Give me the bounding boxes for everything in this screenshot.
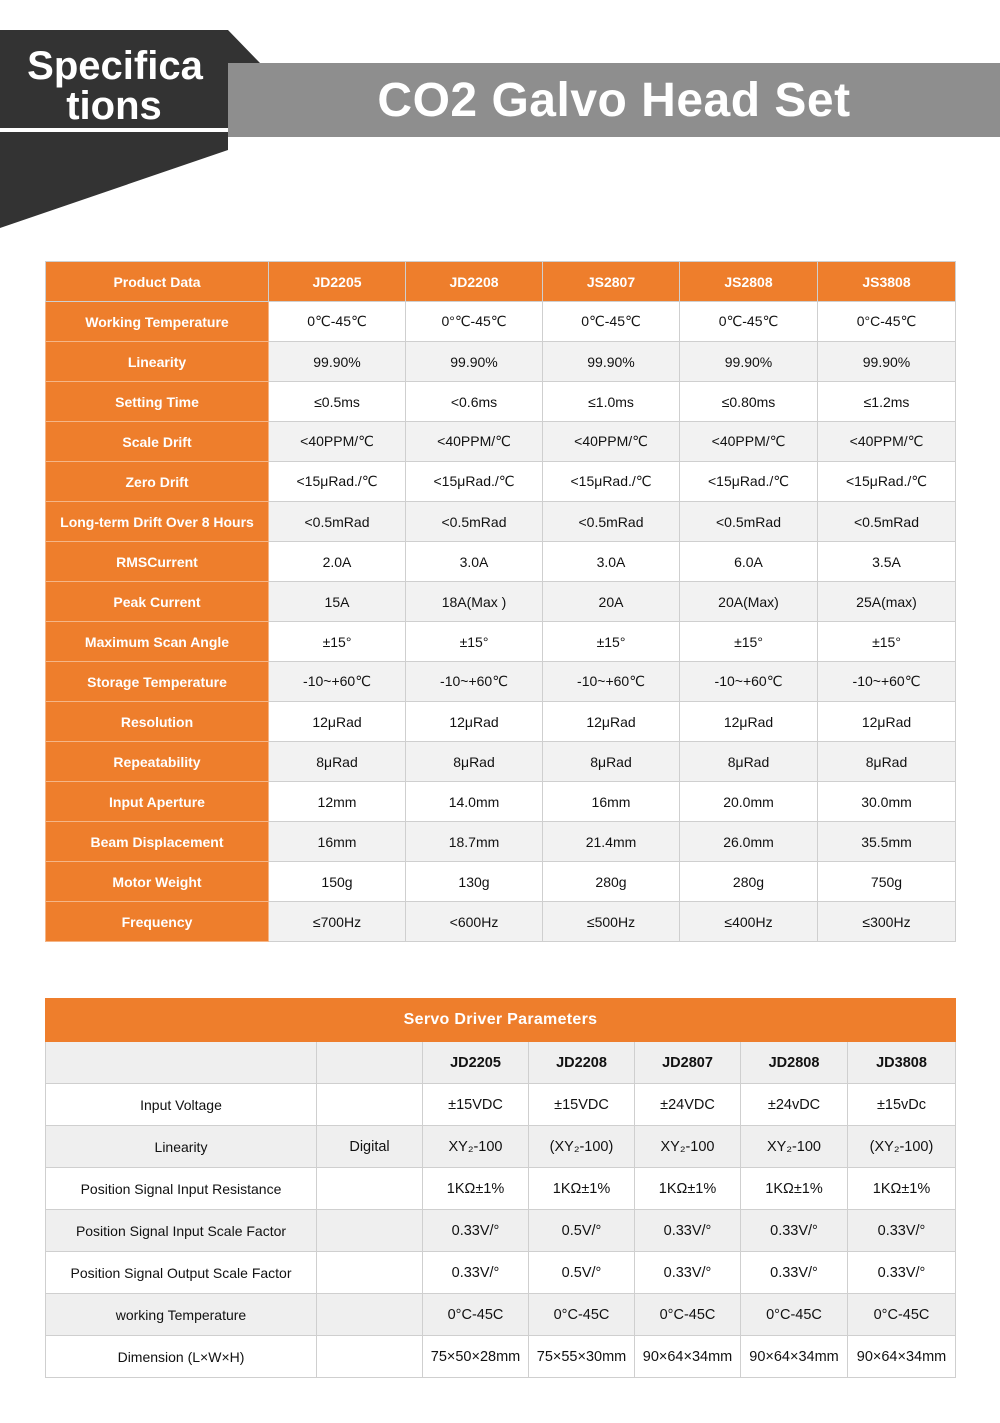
row-label: RMSCurrent xyxy=(46,542,269,582)
table-cell: ≤400Hz xyxy=(680,902,818,942)
table-cell: 0.33V/° xyxy=(423,1210,529,1252)
table-cell: 3.5A xyxy=(818,542,956,582)
table-cell: 280g xyxy=(680,862,818,902)
table-cell: 0°℃-45℃ xyxy=(406,302,543,342)
table-cell: 12μRad xyxy=(543,702,680,742)
table-cell: 0.5V/° xyxy=(529,1252,635,1294)
table-cell: 0.33V/° xyxy=(741,1210,848,1252)
table-cell: 0.33V/° xyxy=(635,1252,741,1294)
table-cell: 0.33V/° xyxy=(848,1252,956,1294)
row-sublabel xyxy=(317,1210,423,1252)
table-cell: 150g xyxy=(269,862,406,902)
row-label: working Temperature xyxy=(46,1294,317,1336)
table-cell: 3.0A xyxy=(543,542,680,582)
galvo-spec-table xyxy=(45,261,956,942)
table-cell: 0℃-45℃ xyxy=(680,302,818,342)
table-cell: 26.0mm xyxy=(680,822,818,862)
table-row xyxy=(46,422,956,462)
table-cell: 90×64×34mm xyxy=(635,1336,741,1378)
table-cell: <0.5mRad xyxy=(406,502,543,542)
table-cell: 20A(Max) xyxy=(680,582,818,622)
table-cell: <15μRad./℃ xyxy=(818,462,956,502)
table-cell: 25A(max) xyxy=(818,582,956,622)
table-cell: 99.90% xyxy=(818,342,956,382)
servo-driver-table xyxy=(45,998,956,1378)
model-header: JD2807 xyxy=(635,1042,741,1084)
table-cell: -10~+60℃ xyxy=(269,662,406,702)
table-cell: 3.0A xyxy=(406,542,543,582)
table-cell: 30.0mm xyxy=(818,782,956,822)
table-cell: 75×55×30mm xyxy=(529,1336,635,1378)
row-label: Setting Time xyxy=(46,382,269,422)
model-header: JD2205 xyxy=(269,262,406,302)
table-row xyxy=(46,862,956,902)
servo-table-caption: Servo Driver Parameters xyxy=(46,999,956,1042)
table-cell: <0.5mRad xyxy=(543,502,680,542)
table-cell: -10~+60℃ xyxy=(543,662,680,702)
table-cell: <40PPM/℃ xyxy=(543,422,680,462)
table-cell: 90×64×34mm xyxy=(741,1336,848,1378)
row-label: Dimension (L×W×H) xyxy=(46,1336,317,1378)
row-label: Long-term Drift Over 8 Hours xyxy=(46,502,269,542)
table-cell: 99.90% xyxy=(680,342,818,382)
table-cell: <40PPM/℃ xyxy=(269,422,406,462)
table-cell: 6.0A xyxy=(680,542,818,582)
table-row xyxy=(46,822,956,862)
table-cell: <0.5mRad xyxy=(269,502,406,542)
table-cell: ±15° xyxy=(543,622,680,662)
table-cell: <15μRad./℃ xyxy=(680,462,818,502)
table-cell: 99.90% xyxy=(269,342,406,382)
row-sublabel xyxy=(317,1168,423,1210)
table-cell: 750g xyxy=(818,862,956,902)
table-cell: ≤1.0ms xyxy=(543,382,680,422)
table-cell: ≤700Hz xyxy=(269,902,406,942)
table-cell: <15μRad./℃ xyxy=(543,462,680,502)
table-cell: 18A(Max ) xyxy=(406,582,543,622)
row-sublabel xyxy=(317,1336,423,1378)
table-row xyxy=(46,782,956,822)
table-cell: 1KΩ±1% xyxy=(423,1168,529,1210)
table-cell: 130g xyxy=(406,862,543,902)
table-cell: ±24vDC xyxy=(741,1084,848,1126)
row-sublabel xyxy=(317,1252,423,1294)
row-label: Beam Displacement xyxy=(46,822,269,862)
table-cell: 0℃-45℃ xyxy=(543,302,680,342)
table-cell: 0.33V/° xyxy=(635,1210,741,1252)
table-cell: 1KΩ±1% xyxy=(635,1168,741,1210)
table-cell: <0.5mRad xyxy=(680,502,818,542)
table-row xyxy=(46,622,956,662)
table-cell: 0°C-45C xyxy=(529,1294,635,1336)
servo-header-row xyxy=(46,1042,956,1084)
table-cell: 90×64×34mm xyxy=(848,1336,956,1378)
table-row xyxy=(46,502,956,542)
table-cell: 0℃-45℃ xyxy=(269,302,406,342)
model-header: JS3808 xyxy=(818,262,956,302)
table-cell: (XY₂-100) xyxy=(529,1126,635,1168)
model-header: JS2807 xyxy=(543,262,680,302)
table-row xyxy=(46,662,956,702)
table-cell: ±15° xyxy=(269,622,406,662)
table-cell: 8μRad xyxy=(406,742,543,782)
table-cell: ±15VDC xyxy=(423,1084,529,1126)
tab-line-1: Specifica xyxy=(27,44,203,88)
table-row xyxy=(46,1294,956,1336)
table-cell: ±15vDc xyxy=(848,1084,956,1126)
table-cell: 99.90% xyxy=(406,342,543,382)
model-header: JD2208 xyxy=(529,1042,635,1084)
table-row xyxy=(46,302,956,342)
row-label: Motor Weight xyxy=(46,862,269,902)
table-row xyxy=(46,542,956,582)
table-cell: (XY₂-100) xyxy=(848,1126,956,1168)
row-label: Linearity xyxy=(46,342,269,382)
product-data-header: Product Data xyxy=(46,262,269,302)
table-cell: 18.7mm xyxy=(406,822,543,862)
row-sublabel xyxy=(317,1084,423,1126)
table-cell: 35.5mm xyxy=(818,822,956,862)
table-cell: 20.0mm xyxy=(680,782,818,822)
table-cell: 12μRad xyxy=(818,702,956,742)
table-cell: <40PPM/℃ xyxy=(680,422,818,462)
row-label: Resolution xyxy=(46,702,269,742)
row-sublabel: Digital xyxy=(317,1126,423,1168)
table-cell: XY₂-100 xyxy=(741,1126,848,1168)
table-cell: 16mm xyxy=(269,822,406,862)
table-row xyxy=(46,902,956,942)
table-cell: 0°C-45C xyxy=(848,1294,956,1336)
table-cell: 0.33V/° xyxy=(423,1252,529,1294)
table-cell: ≤0.5ms xyxy=(269,382,406,422)
row-label: Scale Drift xyxy=(46,422,269,462)
table-cell: 12mm xyxy=(269,782,406,822)
table-cell: ≤0.80ms xyxy=(680,382,818,422)
table-cell: 0.33V/° xyxy=(741,1252,848,1294)
table-row xyxy=(46,1210,956,1252)
row-label: Maximum Scan Angle xyxy=(46,622,269,662)
table-cell: -10~+60℃ xyxy=(818,662,956,702)
table-cell: <600Hz xyxy=(406,902,543,942)
table-cell: ±15VDC xyxy=(529,1084,635,1126)
table-cell: ±15° xyxy=(818,622,956,662)
empty-header-cell xyxy=(46,1042,317,1084)
table-cell: <40PPM/℃ xyxy=(406,422,543,462)
table-row xyxy=(46,742,956,782)
table-row xyxy=(46,1084,956,1126)
table-cell: 12μRad xyxy=(269,702,406,742)
table-cell: <0.5mRad xyxy=(818,502,956,542)
table-cell: <40PPM/℃ xyxy=(818,422,956,462)
table-cell: 8μRad xyxy=(543,742,680,782)
table-cell: <0.6ms xyxy=(406,382,543,422)
row-label: Peak Current xyxy=(46,582,269,622)
table-cell: XY₂-100 xyxy=(635,1126,741,1168)
model-header: JD2205 xyxy=(423,1042,529,1084)
table-cell: 1KΩ±1% xyxy=(529,1168,635,1210)
table-cell: 1KΩ±1% xyxy=(848,1168,956,1210)
tab-line-2: tions xyxy=(66,84,162,128)
row-sublabel xyxy=(317,1294,423,1336)
table-cell: 15A xyxy=(269,582,406,622)
table-cell: 0.33V/° xyxy=(848,1210,956,1252)
table-cell: 0°C-45℃ xyxy=(818,302,956,342)
table-cell: 0°C-45C xyxy=(635,1294,741,1336)
table-cell: ±24VDC xyxy=(635,1084,741,1126)
table-cell: 0°C-45C xyxy=(741,1294,848,1336)
table-cell: <15μRad./℃ xyxy=(269,462,406,502)
table-cell: ±15° xyxy=(406,622,543,662)
table-cell: 16mm xyxy=(543,782,680,822)
table-cell: 2.0A xyxy=(269,542,406,582)
row-label: Frequency xyxy=(46,902,269,942)
row-label: Storage Temperature xyxy=(46,662,269,702)
row-label: Position Signal Input Resistance xyxy=(46,1168,317,1210)
page-title: CO2 Galvo Head Set xyxy=(377,73,851,127)
table-cell: 8μRad xyxy=(269,742,406,782)
table-cell: 12μRad xyxy=(680,702,818,742)
table-row xyxy=(46,582,956,622)
table-row xyxy=(46,702,956,742)
table-cell: 8μRad xyxy=(818,742,956,782)
table-cell: 75×50×28mm xyxy=(423,1336,529,1378)
table-cell: -10~+60℃ xyxy=(406,662,543,702)
empty-header-cell xyxy=(317,1042,423,1084)
table-cell: 14.0mm xyxy=(406,782,543,822)
table-cell: 8μRad xyxy=(680,742,818,782)
table-cell: 20A xyxy=(543,582,680,622)
specifications-tab xyxy=(0,30,228,128)
table-row xyxy=(46,1336,956,1378)
table-cell: ≤300Hz xyxy=(818,902,956,942)
table-cell: ≤500Hz xyxy=(543,902,680,942)
table-cell: 21.4mm xyxy=(543,822,680,862)
row-label: Position Signal Output Scale Factor xyxy=(46,1252,317,1294)
table-row xyxy=(46,462,956,502)
table-cell: 280g xyxy=(543,862,680,902)
galvo-header-row xyxy=(46,262,956,302)
table-cell: ≤1.2ms xyxy=(818,382,956,422)
table-row xyxy=(46,1168,956,1210)
model-header: JS2808 xyxy=(680,262,818,302)
row-label: Input Aperture xyxy=(46,782,269,822)
table-cell: <15μRad./℃ xyxy=(406,462,543,502)
row-label: Working Temperature xyxy=(46,302,269,342)
model-header: JD2808 xyxy=(741,1042,848,1084)
table-cell: 0.5V/° xyxy=(529,1210,635,1252)
table-row xyxy=(46,382,956,422)
table-cell: 12μRad xyxy=(406,702,543,742)
row-label: Input Voltage xyxy=(46,1084,317,1126)
table-cell: 99.90% xyxy=(543,342,680,382)
table-row xyxy=(46,342,956,382)
row-label: Zero Drift xyxy=(46,462,269,502)
row-label: Linearity xyxy=(46,1126,317,1168)
model-header: JD2208 xyxy=(406,262,543,302)
model-header: JD3808 xyxy=(848,1042,956,1084)
table-row xyxy=(46,1126,956,1168)
table-cell: 1KΩ±1% xyxy=(741,1168,848,1210)
row-label: Repeatability xyxy=(46,742,269,782)
table-cell: 0°C-45C xyxy=(423,1294,529,1336)
row-label: Position Signal Input Scale Factor xyxy=(46,1210,317,1252)
table-cell: -10~+60℃ xyxy=(680,662,818,702)
table-row xyxy=(46,1252,956,1294)
table-cell: XY₂-100 xyxy=(423,1126,529,1168)
table-cell: ±15° xyxy=(680,622,818,662)
